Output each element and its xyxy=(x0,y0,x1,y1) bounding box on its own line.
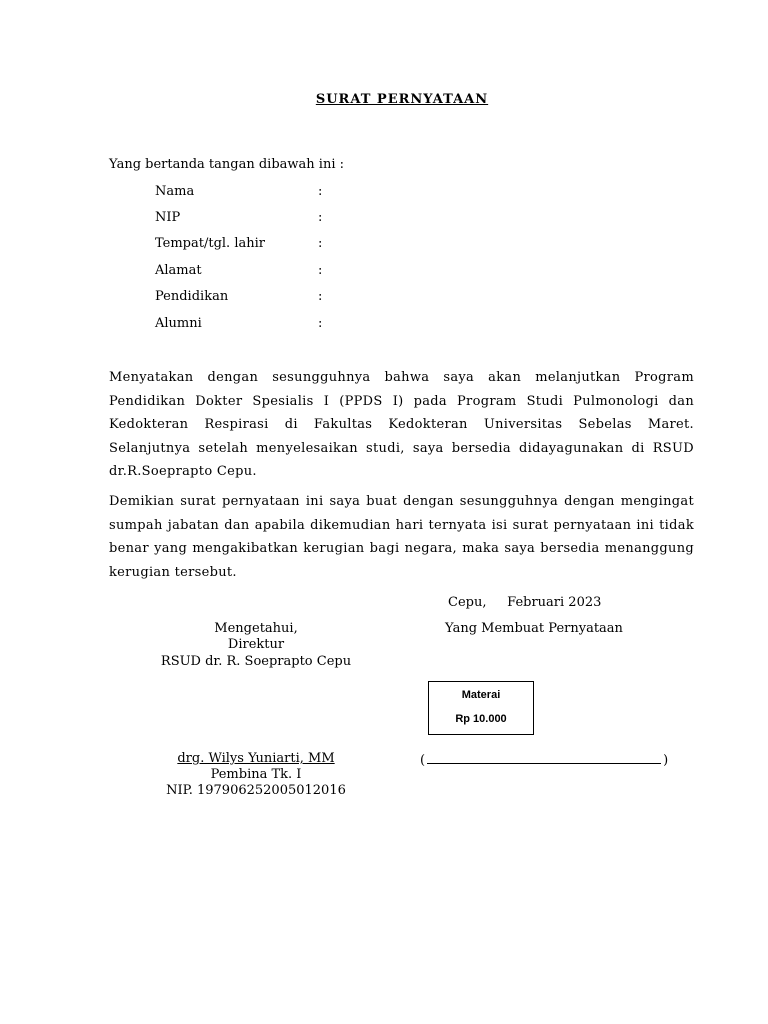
stamp-label: Materai xyxy=(461,689,501,701)
field-label-alumni: Alumni xyxy=(155,316,202,331)
statement-paragraph: Menyatakan dengan sesungguhnya bahwa saya akan melanjutkan Program Pendidikan Dokter Spesialis I (PPDS I) pada Program Studi Pulmonologi dan Kedokteran Respirasi di Fakultas Kedokteran Universitas Sebelas Maret. Selanjutnya setelah menyelesaikan studi, saya bersedia didayagunakan di RSUD dr.R.Soeprapto Cepu. xyxy=(109,370,694,479)
declarant-signature-line xyxy=(420,751,676,768)
approver-line2: Direktur xyxy=(227,637,285,652)
approver-name: drg. Wilys Yuniarti, MM xyxy=(177,751,335,766)
field-colon: : xyxy=(318,184,323,199)
document-title: SURAT PERNYATAAN xyxy=(315,92,489,107)
approver-name-wrap xyxy=(140,750,372,767)
declarant-heading: Yang Membuat Pernyataan xyxy=(445,621,623,636)
field-colon: : xyxy=(318,289,323,304)
field-colon: : xyxy=(318,236,323,251)
materai-stamp-box xyxy=(428,681,534,735)
approver-rank: Pembina Tk. I xyxy=(210,767,302,782)
stamp-value: Rp 10.000 xyxy=(455,713,507,725)
approver-line3: RSUD dr. R. Soeprapto Cepu xyxy=(160,654,352,669)
approver-line1: Mengetahui, xyxy=(214,621,298,636)
close-paren: ) xyxy=(663,753,669,768)
field-label-nama: Nama xyxy=(155,184,195,199)
field-colon: : xyxy=(318,210,323,225)
approver-nip: NIP. 197906252005012016 xyxy=(166,783,346,798)
field-label-alamat: Alamat xyxy=(155,263,202,278)
field-label-tempat-tgl-lahir: Tempat/tgl. lahir xyxy=(155,236,265,251)
closing-paragraph: Demikian surat pernyataan ini saya buat dengan sesungguhnya dengan mengingat sumpah jabatan dan apabila dikemudian hari ternyata isi surat pernyataan ini tidak benar yang mengakibatkan kerugian bagi negara, maka saya bersedia menanggung kerugian tersebut. xyxy=(109,494,694,580)
open-paren: ( xyxy=(420,753,426,768)
signature-blank xyxy=(427,751,661,764)
place-date-text: Cepu, Februari 2023 xyxy=(448,595,602,610)
field-colon: : xyxy=(318,316,323,331)
field-label-pendidikan: Pendidikan xyxy=(155,289,229,304)
field-label-nip: NIP xyxy=(155,210,181,225)
intro-text: Yang bertanda tangan dibawah ini : xyxy=(109,157,344,172)
place-date xyxy=(448,595,601,610)
field-colon: : xyxy=(318,263,323,278)
